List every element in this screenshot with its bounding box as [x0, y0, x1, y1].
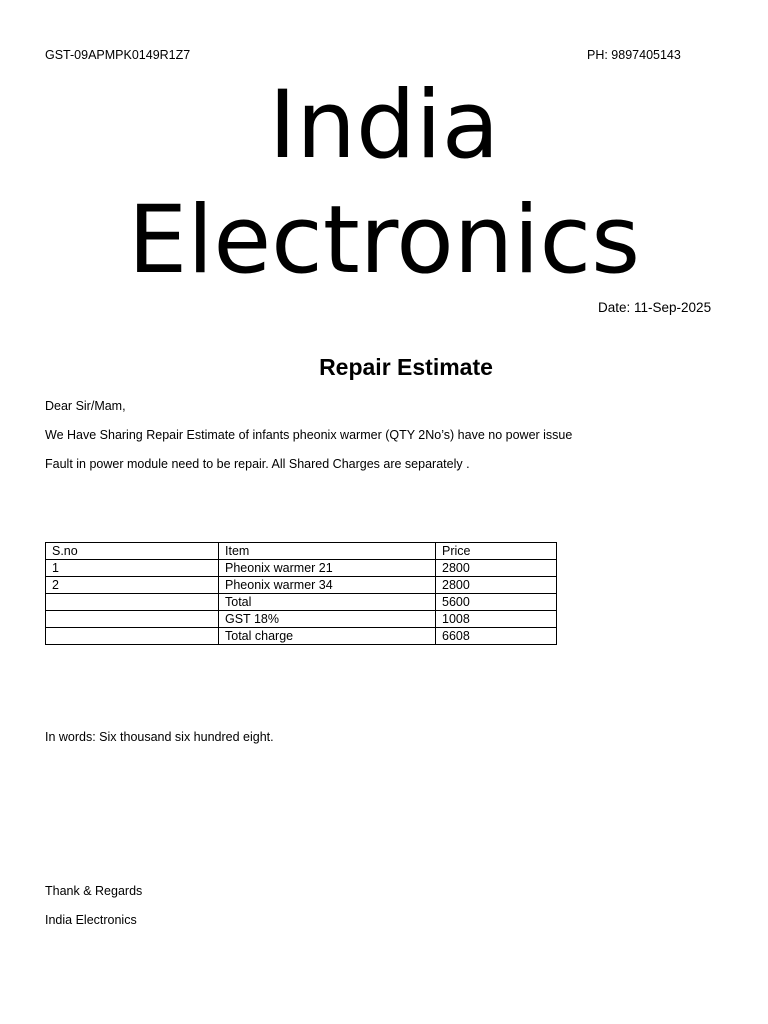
estimate-table [45, 542, 557, 645]
table-row [46, 628, 557, 645]
table-row [46, 560, 557, 577]
table-row [46, 594, 557, 611]
amount-in-words: In words: Six thousand six hundred eight. [45, 730, 274, 744]
table-cell: 2 [46, 577, 219, 594]
table-cell: Total charge [219, 628, 436, 645]
phone-number: PH: 9897405143 [587, 48, 681, 62]
signature-name: India Electronics [45, 913, 137, 927]
table-row [46, 577, 557, 594]
table-cell: Total [219, 594, 436, 611]
table-cell: 5600 [436, 594, 557, 611]
closing-text: Thank & Regards [45, 884, 143, 898]
table-header-row [46, 543, 557, 560]
table-cell: 2800 [436, 577, 557, 594]
gst-number: GST-09APMPK0149R1Z7 [45, 48, 191, 62]
table-cell [46, 628, 219, 645]
table-cell [46, 594, 219, 611]
company-title-line-1: India [268, 71, 500, 180]
table-header-cell: Item [219, 543, 436, 560]
table-row [46, 611, 557, 628]
table-cell: Pheonix warmer 34 [219, 577, 436, 594]
table-header-cell: S.no [46, 543, 219, 560]
body-paragraph-1: We Have Sharing Repair Estimate of infants pheonix warmer (QTY 2No’s) have no power issue [45, 428, 573, 442]
company-title [0, 68, 768, 298]
table-cell: Pheonix warmer 21 [219, 560, 436, 577]
table-cell: 6608 [436, 628, 557, 645]
table-cell: GST 18% [219, 611, 436, 628]
table-header-cell: Price [436, 543, 557, 560]
document-date: Date: 11-Sep-2025 [598, 300, 712, 315]
document-heading: Repair Estimate [319, 354, 493, 380]
table-cell: 1008 [436, 611, 557, 628]
body-paragraph-2: Fault in power module need to be repair. All Shared Charges are separately . [45, 457, 470, 471]
company-title-line-2: Electronics [127, 186, 641, 295]
table-cell: 2800 [436, 560, 557, 577]
greeting: Dear Sir/Mam, [45, 399, 126, 413]
table-cell: 1 [46, 560, 219, 577]
table-cell [46, 611, 219, 628]
